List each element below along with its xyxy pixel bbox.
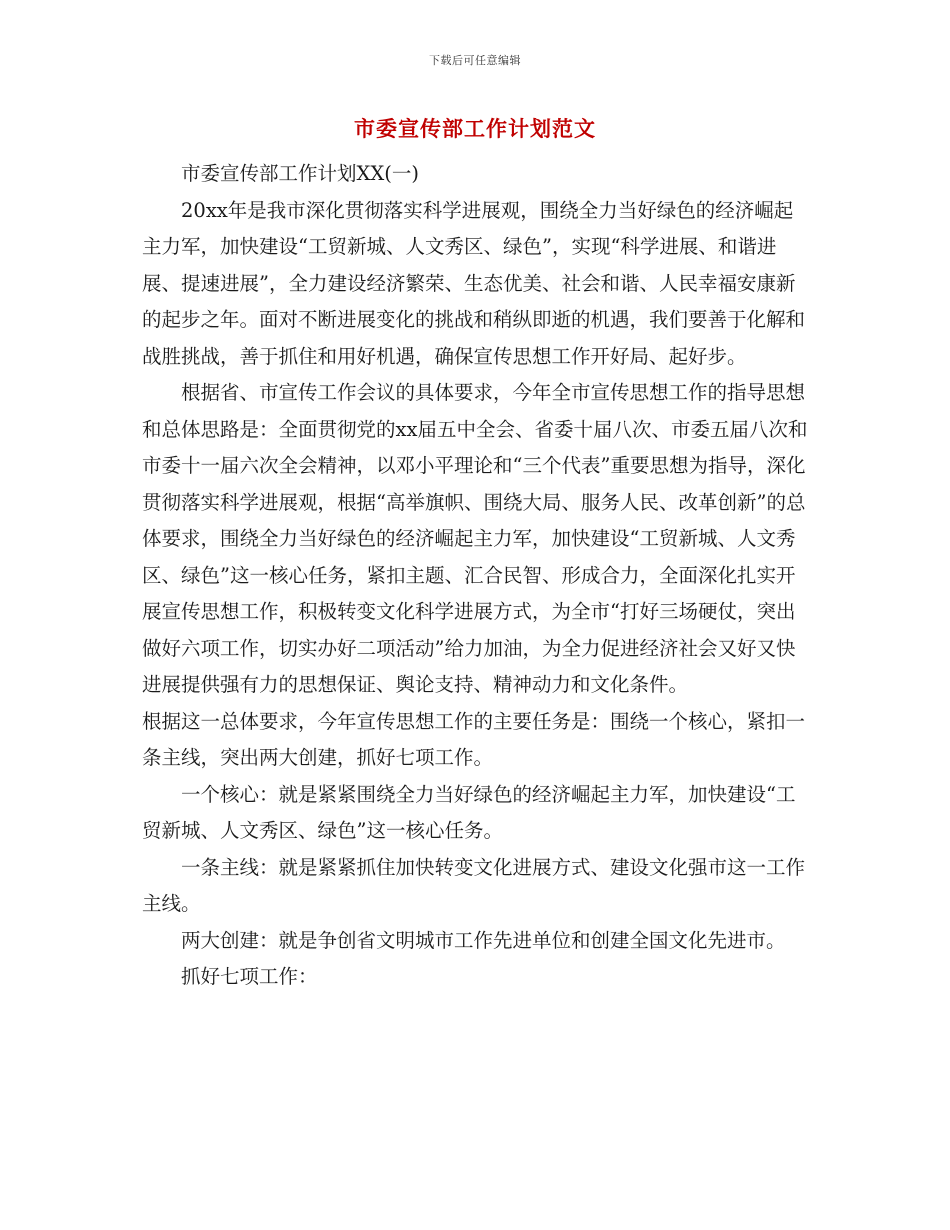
paragraph-one-mainline: 一条主线：就是紧紧抓住加快转变文化进展方式、建设文化强市这一工作主线。 [142, 855, 806, 915]
paragraph-main-tasks: 根据这一总体要求，今年宣传思想工作的主要任务是：围绕一个核心，紧扣一条主线，突出两大创建，抓好七项工作。 [142, 709, 806, 769]
paragraph-guiding-thought: 根据省、市宣传工作会议的具体要求，今年全市宣传思想工作的指导思想和总体思路是：全面贯彻党的xx届五中全会、省委十届八次、市委五届八次和市委十一届六次全会精神，以邓小平理论和“三个代表”重要思想为指导，深化贯彻落实科学进展观，根据“高举旗帜、围绕大局、服务人民、改革创新”的总体要求，围绕全力当好绿色的经济崛起主力军，加快建设“工贸新城、人文秀区、绿色”这一核心任务，紧扣主题、汇合民智、形成合力，全面深化扎实开展宣传思想工作，积极转变文化科学进展方式，为全市“打好三场硬仗，突出做好六项工作，切实办好二项活动”给力加油，为全力促进经济社会又好又快进展提供强有力的思想保证、舆论支持、精神动力和文化条件。 [142, 381, 808, 696]
paragraph-intro: 20xx年是我市深化贯彻落实科学进展观，围绕全力当好绿色的经济崛起主力军，加快建设“工贸新城、人文秀区、绿色”，实现“科学进展、和谐进展、提速进展”，全力建设经济繁荣、生态优美、社会和谐、人民幸福安康新的起步之年。面对不断进展变化的挑战和稍纵即逝的机遇，我们要善于化解和战胜挑战，善于抓住和用好机遇，确保宣传思想工作开好局、起好步。 [142, 198, 806, 368]
section-heading: 市委宣传部工作计划XX(一) [181, 162, 419, 185]
page-header-note: 下载后可任意编辑 [429, 54, 521, 67]
document-body [142, 156, 812, 996]
paragraph-two-creations: 两大创建：就是争创省文明城市工作先进单位和创建全国文化先进市。 [181, 928, 786, 952]
paragraph-seven-tasks: 抓好七项工作： [181, 965, 318, 988]
paragraph-one-core: 一个核心：就是紧紧围绕全力当好绿色的经济崛起主力军，加快建设“工贸新城、人文秀区、绿色”这一核心任务。 [142, 782, 796, 842]
document-title: 市委宣传部工作计划范文 [354, 116, 596, 141]
